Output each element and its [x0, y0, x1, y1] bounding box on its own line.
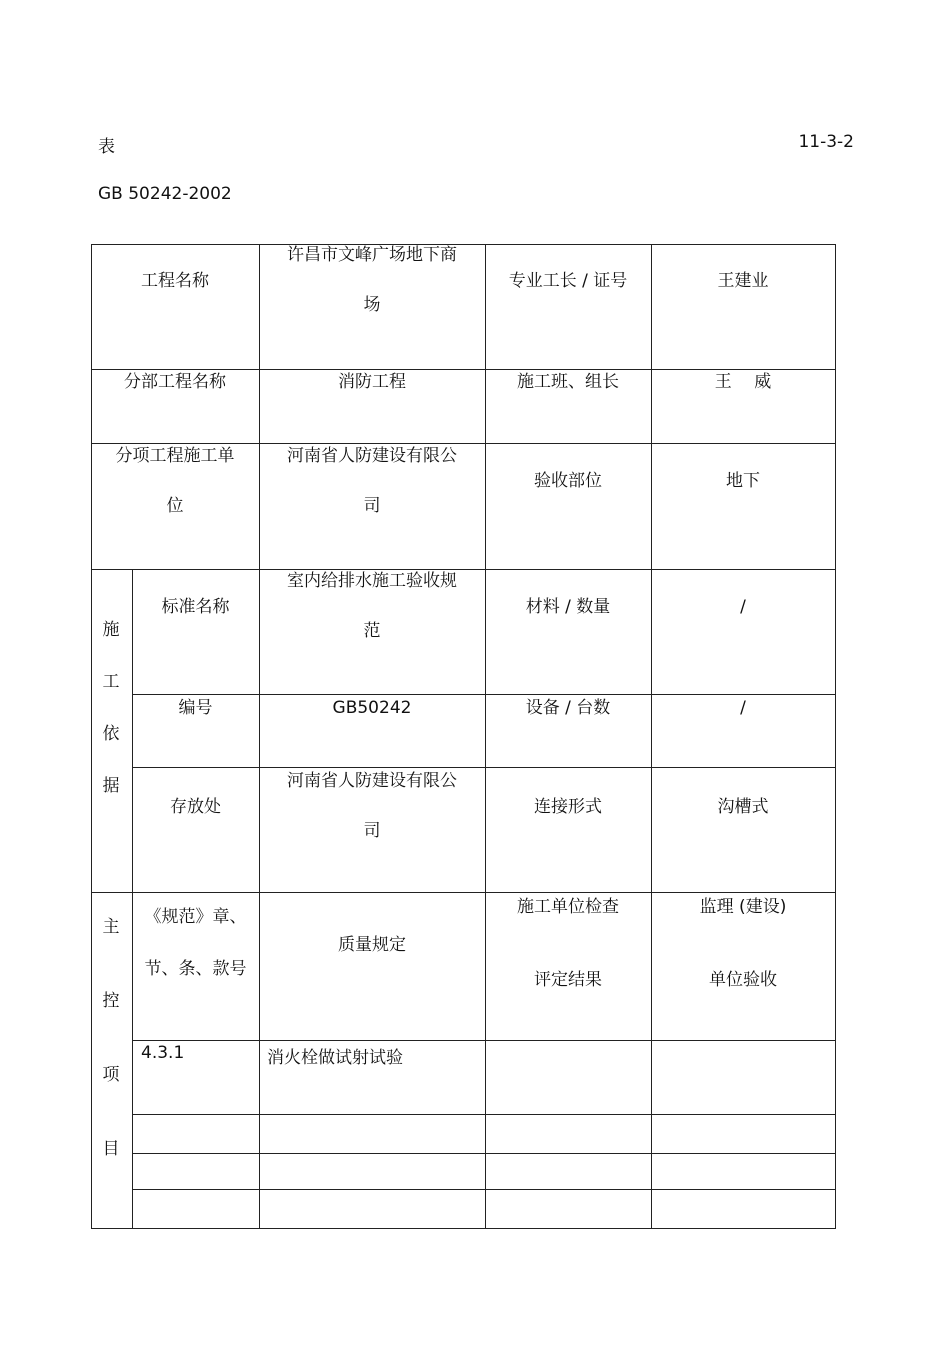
basis-side-label: 施 工 依 据 [102, 620, 120, 796]
table-row-requirement: 消火栓做试射试验 [267, 1048, 403, 1068]
main-control-side-label: 主 控 项 目 [102, 917, 120, 1159]
foreman-label: 专业工长 / 证号 [508, 271, 628, 291]
code-value: GB50242 [332, 698, 412, 718]
table-label: 表 [98, 137, 115, 157]
material-value: / [740, 597, 746, 617]
sub-project-label: 分部工程名称 [124, 372, 226, 392]
code-label: 编号 [178, 698, 213, 718]
acceptance-part-value: 地下 [726, 471, 760, 491]
table-number: 11-3-2 [798, 132, 854, 152]
material-label: 材料 / 数量 [525, 597, 611, 617]
acceptance-part-label: 验收部位 [534, 471, 602, 491]
foreman-value: 王建业 [717, 271, 769, 291]
equipment-value: / [740, 698, 746, 718]
standard-name-value: 室内给排水施工验收规 范 [287, 571, 457, 641]
clause-header: 《规范》章、 节、条、款号 [144, 907, 247, 979]
check-header: 施工单位检查 评定结果 [517, 897, 619, 990]
inspection-table [91, 244, 836, 1229]
connection-label: 连接形式 [534, 797, 602, 817]
item-unit-value: 河南省人防建设有限公 司 [287, 446, 457, 516]
sub-project-value: 消防工程 [338, 372, 406, 392]
connection-value: 沟槽式 [717, 797, 769, 817]
team-leader-value: 王 威 [714, 372, 772, 392]
table-row-clause: 4.3.1 [141, 1043, 185, 1063]
storage-label: 存放处 [170, 797, 221, 817]
team-leader-label: 施工班、组长 [517, 372, 619, 392]
supervision-header: 监理 (建设) 单位验收 [699, 897, 787, 990]
standard-code: GB 50242-2002 [98, 184, 232, 204]
project-name-label: 工程名称 [141, 271, 209, 291]
quality-header: 质量规定 [338, 935, 406, 955]
item-unit-label: 分项工程施工单 位 [115, 446, 235, 516]
project-name-value: 许昌市文峰广场地下商 场 [287, 245, 457, 315]
storage-value: 河南省人防建设有限公 司 [287, 771, 457, 841]
equipment-label: 设备 / 台数 [525, 698, 611, 718]
standard-name-label: 标准名称 [161, 597, 230, 617]
